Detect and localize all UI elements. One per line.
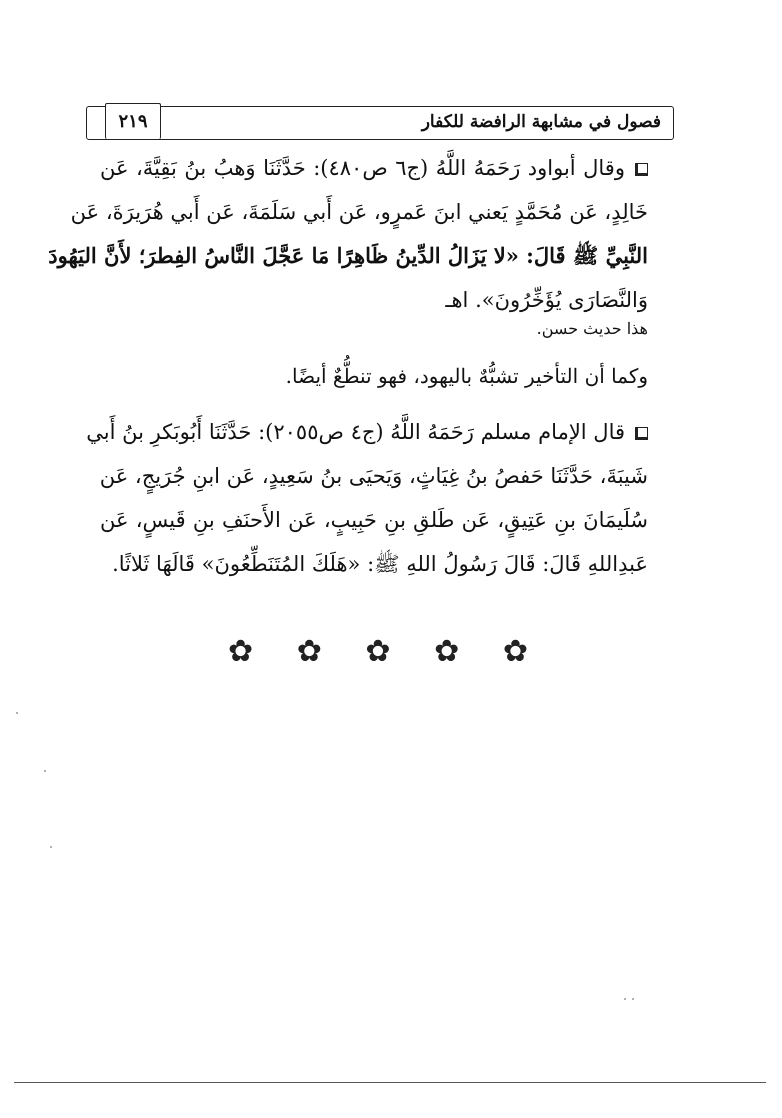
bottom-rule <box>14 1082 766 1083</box>
square-bullet-icon <box>635 427 648 440</box>
scan-speck <box>50 846 52 848</box>
scan-speck <box>16 712 18 714</box>
paragraph-abu-dawud <box>48 146 648 322</box>
floral-star-icon: ✿ <box>365 634 391 669</box>
text-line: وقال أبواود رَحَمَهُ اللَّهُ (ج٦ ص٤٨٠): حَدَّثَنَا وَهبُ بنُ بَقِيَّةَ، عَن <box>100 146 648 190</box>
grading-note: هذا حديث حسن. <box>536 319 648 338</box>
text-line: النَّبِيِّ ﷺ قَالَ: «لا يَزَالُ الدِّينُ ظَاهِرًا مَا عَجَّلَ النَّاسُ الفِطرَ؛ لأَنَّ اليَهُودَ <box>48 243 648 268</box>
text-line: عَبدِاللهِ قَالَ: قَالَ رَسُولُ اللهِ ﷺ: «هَلَكَ المُتَنَطِّعُونَ» قَالَهَا ثَلاثًا. <box>112 552 648 576</box>
commentary-line: وكما أن التأخير تشبُّهٌ باليهود، فهو تنطُّعٌ أيضًا. <box>285 364 648 388</box>
text-line: قال الإمام مسلم رَحَمَهُ اللَّهُ (ج٤ ص٢٠٥٥): حَدَّثَنَا أَبُوبَكرِ بنُ أَبي <box>100 410 648 454</box>
floral-star-icon: ✿ <box>228 634 254 669</box>
floral-star-icon: ✿ <box>296 634 322 669</box>
section-ornament <box>228 634 528 670</box>
page-number: ٢١٩ <box>105 103 161 139</box>
floral-star-icon: ✿ <box>502 634 528 669</box>
scan-speck <box>632 998 634 1000</box>
text-line: وَالنَّصَارَى يُؤَخِّرُونَ». اهـ <box>445 288 648 312</box>
page-header <box>86 106 674 140</box>
text-line: سُلَيمَانَ بنِ عَتِيقٍ، عَن طَلقِ بنِ حَبِيبٍ، عَن الأَحنَفِ بنِ قَيسٍ، عَن <box>100 508 648 532</box>
floral-star-icon: ✿ <box>434 634 460 669</box>
running-title: فصول في مشابهة الرافضة للكفار <box>421 112 661 132</box>
scan-speck <box>624 998 626 1000</box>
square-bullet-icon <box>635 163 648 176</box>
text-line: شَيبَةَ، حَدَّثَنَا حَفصُ بنُ غِيَاثٍ، وَيَحيَى بنُ سَعِيدٍ، عَن ابنِ جُرَيجٍ، عَن <box>99 464 648 488</box>
scan-speck <box>44 770 46 772</box>
paragraph-muslim <box>86 410 648 586</box>
text-line: خَالِدٍ، عَن مُحَمَّدٍ يَعني ابنَ عَمرٍو، عَن أَبي سَلَمَةَ، عَن أَبي هُرَيرَةَ، عَن <box>70 200 648 224</box>
